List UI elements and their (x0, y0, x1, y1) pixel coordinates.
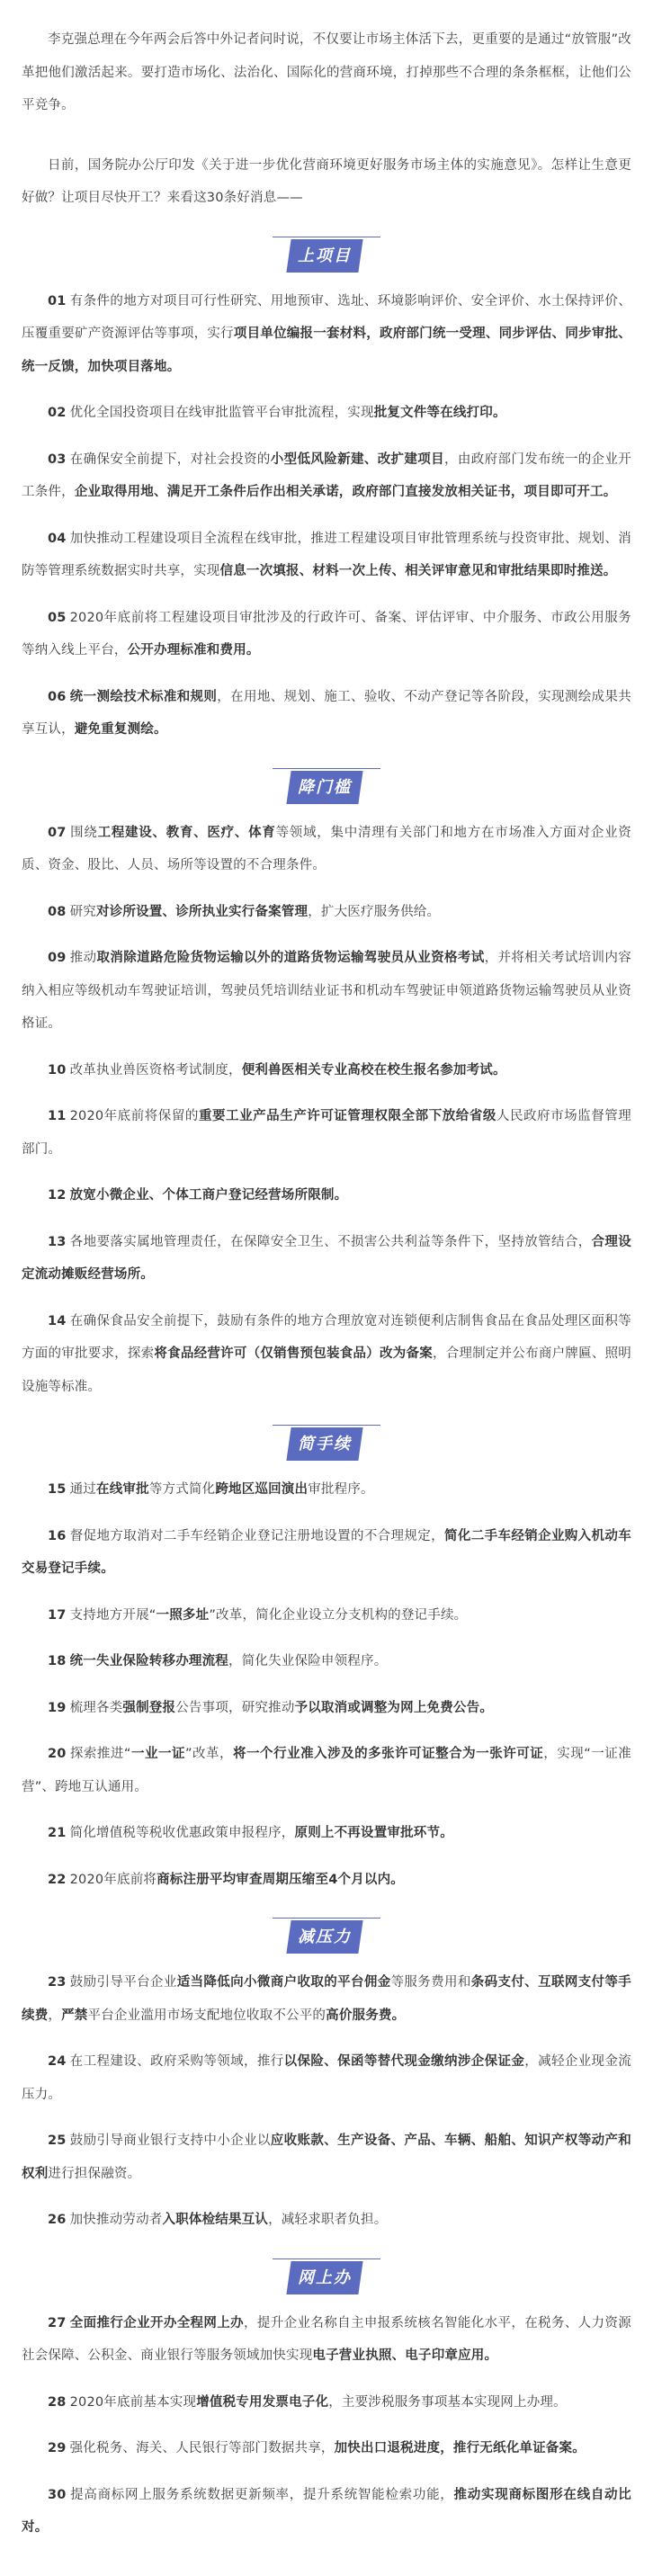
section-header (273, 2258, 380, 2294)
body-text: 简化增值税等税收优惠政策申报程序， (69, 1826, 295, 1840)
emphasis-text: 统一失业保险转移办理流程 (69, 1654, 228, 1668)
policy-item (22, 1692, 631, 1725)
body-text: 日前，国务院办公厅印发《关于进一步优化营商环境更好服务市场主体的实施意见》。怎样让生意更好做？让项目尽快开工？来看这30条好消息—— (22, 157, 631, 205)
emphasis-text: 严禁 (61, 2008, 88, 2023)
item-number: 04 (48, 531, 67, 546)
emphasis-text: 适当降低向小微商户收取的平台佣金 (176, 1975, 391, 1990)
body-text: ，减轻企业现金流压力。 (22, 2054, 631, 2102)
policy-item (22, 2204, 631, 2237)
body-text: 围绕 (69, 825, 98, 840)
policy-item (22, 397, 631, 430)
policy-item (22, 1966, 631, 2032)
intro (22, 23, 631, 215)
policy-item (22, 2386, 631, 2419)
header-divider-line (273, 768, 380, 769)
section-header (273, 1425, 380, 1461)
section-header (273, 237, 380, 273)
emphasis-text: 将食品经营许可（仅销售预包装食品）改为备案 (154, 1346, 433, 1361)
body-text: 在确保食品安全前提下，鼓励有条件的地方合理放宽对连锁便利店制售食品在食品处理区面积等方面的审批要求，探索 (22, 1313, 631, 1361)
body-text: 加快推动工程建设项目全流程在线审批，推进工程建设项目审批管理系统与投资审批、规划、消防等管理系统数据实时共享，实现 (22, 531, 631, 578)
body-text: 鼓励引导平台企业 (69, 1975, 177, 1990)
item-number: 30 (48, 2487, 67, 2502)
body-text: 2020年底前将保留的 (69, 1109, 199, 1123)
emphasis-text: 强制登报 (122, 1700, 176, 1715)
item-number: 21 (48, 1826, 67, 1840)
body-text: 在工程建设、政府采购等领域，推行 (69, 2054, 284, 2069)
body-text: 2020年底前基本实现 (69, 2394, 197, 2410)
item-number: 08 (48, 904, 67, 919)
body-text: 改革执业兽医资格考试制度， (69, 1062, 242, 1078)
item-number: 26 (48, 2213, 67, 2227)
item-number: 17 (48, 1607, 67, 1623)
emphasis-text: 公开办理标准和费用。 (127, 643, 260, 657)
body-text: ，减轻求职者负担。 (268, 2213, 388, 2227)
emphasis-text: 予以取消或调整为网上免费公告。 (294, 1700, 494, 1715)
policy-item (22, 2307, 631, 2373)
emphasis-text: 简化二手车经销企业购入机动车交易登记手续。 (22, 1528, 631, 1576)
emphasis-text: 加快出口退税进度，推行无纸化单证备案。 (334, 2441, 586, 2455)
emphasis-text: 工程建设、教育、医疗、体育 (97, 825, 276, 840)
policy-item (22, 1305, 631, 1404)
body-text: ，扩大医疗服务供给。 (308, 904, 441, 919)
body-text: 在确保安全前提下，对社会投资的 (69, 452, 271, 467)
body-text: ，简化失业保险申领程序。 (228, 1654, 388, 1668)
emphasis-text: 跨地区巡回演出 (215, 1482, 309, 1497)
emphasis-text: 一业一证 (130, 1747, 185, 1761)
item-number: 27 (48, 2315, 67, 2330)
policy-item (22, 285, 631, 384)
policy-item (22, 1520, 631, 1586)
item-number: 07 (48, 825, 67, 840)
item-number: 10 (48, 1062, 67, 1078)
item-number: 15 (48, 1482, 67, 1497)
sections (22, 237, 631, 2545)
policy-item (22, 681, 631, 747)
policy-item (22, 942, 631, 1041)
section-title: 降门槛 (298, 777, 352, 797)
body-text: ”改革， (185, 1747, 234, 1761)
section-title: 上项目 (298, 246, 352, 265)
emphasis-text: 一照多址 (156, 1607, 210, 1623)
emphasis-text: 原则上不再设置审批环节。 (294, 1826, 453, 1840)
emphasis-text: 商标注册平均审查周期压缩至4个月以内。 (157, 1872, 404, 1887)
body-text: 鼓励引导商业银行支持中小企业以 (69, 2133, 271, 2148)
emphasis-text: 入职体检结果互认 (162, 2213, 269, 2227)
body-text: 李克强总理在今年两会后答中外记者问时说，不仅要让市场主体活下去，更重要的是通过“放管服”改革把他们激活起来。要打造市场化、法治化、国际化的营商环境，打掉那些不合理的条条框框，让他们公平竞争。 (22, 32, 631, 112)
item-number: 18 (48, 1654, 67, 1668)
item-number: 03 (48, 452, 67, 467)
policy-item (22, 443, 631, 509)
item-number: 25 (48, 2133, 67, 2148)
body-text: 加快推动劳动者 (69, 2213, 163, 2227)
item-number: 02 (48, 406, 67, 420)
body-text: 等方式简化 (148, 1482, 216, 1497)
item-number: 28 (48, 2394, 67, 2410)
item-number: 11 (48, 1109, 67, 1123)
section-title: 减压力 (298, 1928, 352, 1946)
item-number: 13 (48, 1234, 67, 1249)
policy-item (22, 1599, 631, 1632)
body-text: 人民政府市场监督管理部门。 (22, 1109, 631, 1157)
intro-paragraph (22, 149, 631, 215)
body-text: ，并将相关考试培训内容纳入相应等级机动车驾驶证培训，驾驶员凭培训结业证书和机动车驾驶证申领道路货物运输驾驶员从业资格证。 (22, 951, 631, 1031)
item-number: 29 (48, 2441, 67, 2455)
item-number: 12 (48, 1188, 67, 1203)
emphasis-text: 放宽小微企业、个体工商户登记经营场所限制。 (69, 1188, 348, 1203)
body-text: 通过 (69, 1482, 96, 1497)
body-text: ，合理制定并公布商户牌匾、照明设施等标准。 (22, 1346, 632, 1394)
emphasis-text: 应收账款、生产设备、产品、车辆、船舶、知识产权等动产和权利 (22, 2133, 631, 2181)
body-text: ，在用地、规划、施工、验收、不动产登记等各阶段，实现测绘成果共享互认， (22, 689, 631, 737)
emphasis-text: 增值税专用发票电子化 (196, 2394, 329, 2410)
item-number: 19 (48, 1700, 67, 1715)
body-text: 等领域，集中清理有关部门和地方在市场准入方面对企业资质、资金、股比、人员、场所等设置的不合理条件。 (22, 825, 631, 872)
policy-item (22, 1473, 631, 1507)
body-text: ，主要涉税服务事项基本实现网上办理。 (328, 2394, 567, 2410)
emphasis-text: 便利兽医相关专业高校在校生报名参加考试。 (241, 1062, 506, 1078)
body-text: ，实现“一证准营”、跨地互认通用。 (22, 1747, 631, 1794)
policy-item (22, 2045, 631, 2111)
policy-item (22, 1226, 631, 1292)
body-text: 推动 (69, 951, 97, 965)
section-header (273, 1918, 380, 1954)
policy-item (22, 896, 631, 929)
body-text: 2020年底前将工程建设项目审批涉及的行政许可、备案、评估评审、中介服务、市政公用服务等纳入线上平台， (22, 610, 631, 657)
item-number: 23 (48, 1975, 67, 1990)
policy-item (22, 2432, 631, 2465)
body-text: 优化全国投资项目在线审批监管平台审批流程，实现 (69, 406, 374, 420)
intro-paragraph (22, 23, 631, 122)
emphasis-text: 全面推行企业开办全程网上办 (69, 2315, 245, 2330)
emphasis-text: 信息一次填报、材料一次上传、相关评审意见和审批结果即时推送。 (219, 564, 617, 578)
emphasis-text: 对诊所设置、诊所执业实行备案管理 (96, 904, 309, 919)
policy-item (22, 2479, 631, 2545)
body-text: 平台企业滥用市场支配地位收取不公平的 (87, 2008, 326, 2023)
section-title: 简手续 (298, 1435, 352, 1453)
body-text: ，由政府部门发布统一的企业开工条件， (22, 452, 631, 499)
body-text: 督促地方取消对二手车经销企业登记注册地设置的不合理规定， (69, 1528, 445, 1543)
policy-item (22, 1054, 631, 1087)
item-number: 06 (48, 689, 67, 704)
body-text: ”改革，简化企业设立分支机构的登记手续。 (209, 1607, 468, 1623)
body-text: 梳理各类 (69, 1700, 123, 1715)
emphasis-text: 高价服务费。 (326, 2008, 406, 2023)
emphasis-text: 小型低风险新建、改扩建项目 (270, 452, 445, 467)
section-header (273, 768, 380, 804)
body-text: 公告事项，研究推动 (175, 1700, 295, 1715)
policy-item (22, 2124, 631, 2190)
body-text: 各地要落实属地管理责任，在保障安全卫生、不损害公共利益等条件下，坚持放管结合， (69, 1234, 592, 1249)
emphasis-text: 重要工业产品生产许可证管理权限全部下放给省级 (198, 1109, 496, 1123)
emphasis-text: 条码支付、互联网支付等手续费 (22, 1975, 631, 2023)
policy-item (22, 1864, 631, 1897)
emphasis-text: 统一测绘技术标准和规则 (69, 689, 218, 704)
emphasis-text: 以保险、保函等替代现金缴纳涉企保证金 (283, 2054, 525, 2069)
item-number: 09 (48, 951, 67, 965)
emphasis-text: 项目单位编报一套材料，政府部门统一受理、同步评估、同步审批、统一反馈，加快项目落地。 (22, 326, 631, 374)
policy-item (22, 1817, 631, 1850)
header-divider-line (273, 1425, 380, 1426)
item-number: 05 (48, 610, 67, 625)
header-divider-line (273, 1918, 380, 1919)
policy-item (22, 1179, 631, 1212)
body-text: 审批程序。 (308, 1482, 374, 1497)
item-number: 20 (48, 1747, 67, 1761)
emphasis-text: 电子营业执照、电子印章应用。 (312, 2348, 498, 2363)
policy-item (22, 1645, 631, 1678)
policy-item (22, 1738, 631, 1803)
emphasis-text: 批复文件等在线打印。 (373, 406, 506, 420)
emphasis-text: 在线审批 (96, 1482, 149, 1497)
emphasis-text: 避免重复测绘。 (74, 722, 167, 737)
policy-item (22, 1100, 631, 1166)
section-title: 网上办 (298, 2267, 352, 2287)
policy-item (22, 523, 631, 588)
emphasis-text: 企业取得用地、满足开工条件后作出相关承诺，政府部门直接发放相关证书，项目即可开工。 (74, 485, 617, 499)
body-text: 进行担保融资。 (48, 2166, 141, 2181)
body-text: 提高商标网上服务系统数据更新频率，提升系统智能检索功能， (69, 2487, 454, 2502)
emphasis-text: 推动实现商标图形在线自动比对。 (22, 2487, 631, 2535)
body-text: 强化税务、海关、人民银行等部门数据共享， (69, 2441, 335, 2455)
body-text: 探索推进“ (69, 1747, 131, 1761)
policy-item (22, 602, 631, 667)
body-text: 等服务费用和 (390, 1975, 471, 1990)
emphasis-text: 取消除道路危险货物运输以外的道路货物运输驾驶员从业资格考试 (96, 951, 485, 965)
policy-item (22, 817, 631, 882)
body-text: 2020年底前将 (69, 1872, 157, 1887)
item-number: 24 (48, 2054, 67, 2069)
item-number: 14 (48, 1313, 67, 1328)
item-number: 16 (48, 1528, 67, 1543)
body-text: ， (48, 2008, 62, 2023)
emphasis-text: 将一个行业准入涉及的多张许可证整合为一张许可证 (233, 1747, 544, 1761)
body-text: 有条件的地方对项目可行性研究、用地预审、选址、环境影响评价、安全评价、水土保持评价、压覆重要矿产资源评估等事项，实行 (22, 293, 631, 341)
body-text: 研究 (69, 904, 96, 919)
item-number: 22 (48, 1872, 67, 1887)
item-number: 01 (48, 293, 67, 309)
body-text: 支持地方开展“ (69, 1607, 157, 1623)
body-text: ，提升企业名称自主申报系统核名智能化水平，在税务、人力资源社会保障、公积金、商业银行等服务领域加快实现 (22, 2315, 631, 2363)
emphasis-text: 合理设定流动摊贩经营场所。 (22, 1234, 631, 1282)
